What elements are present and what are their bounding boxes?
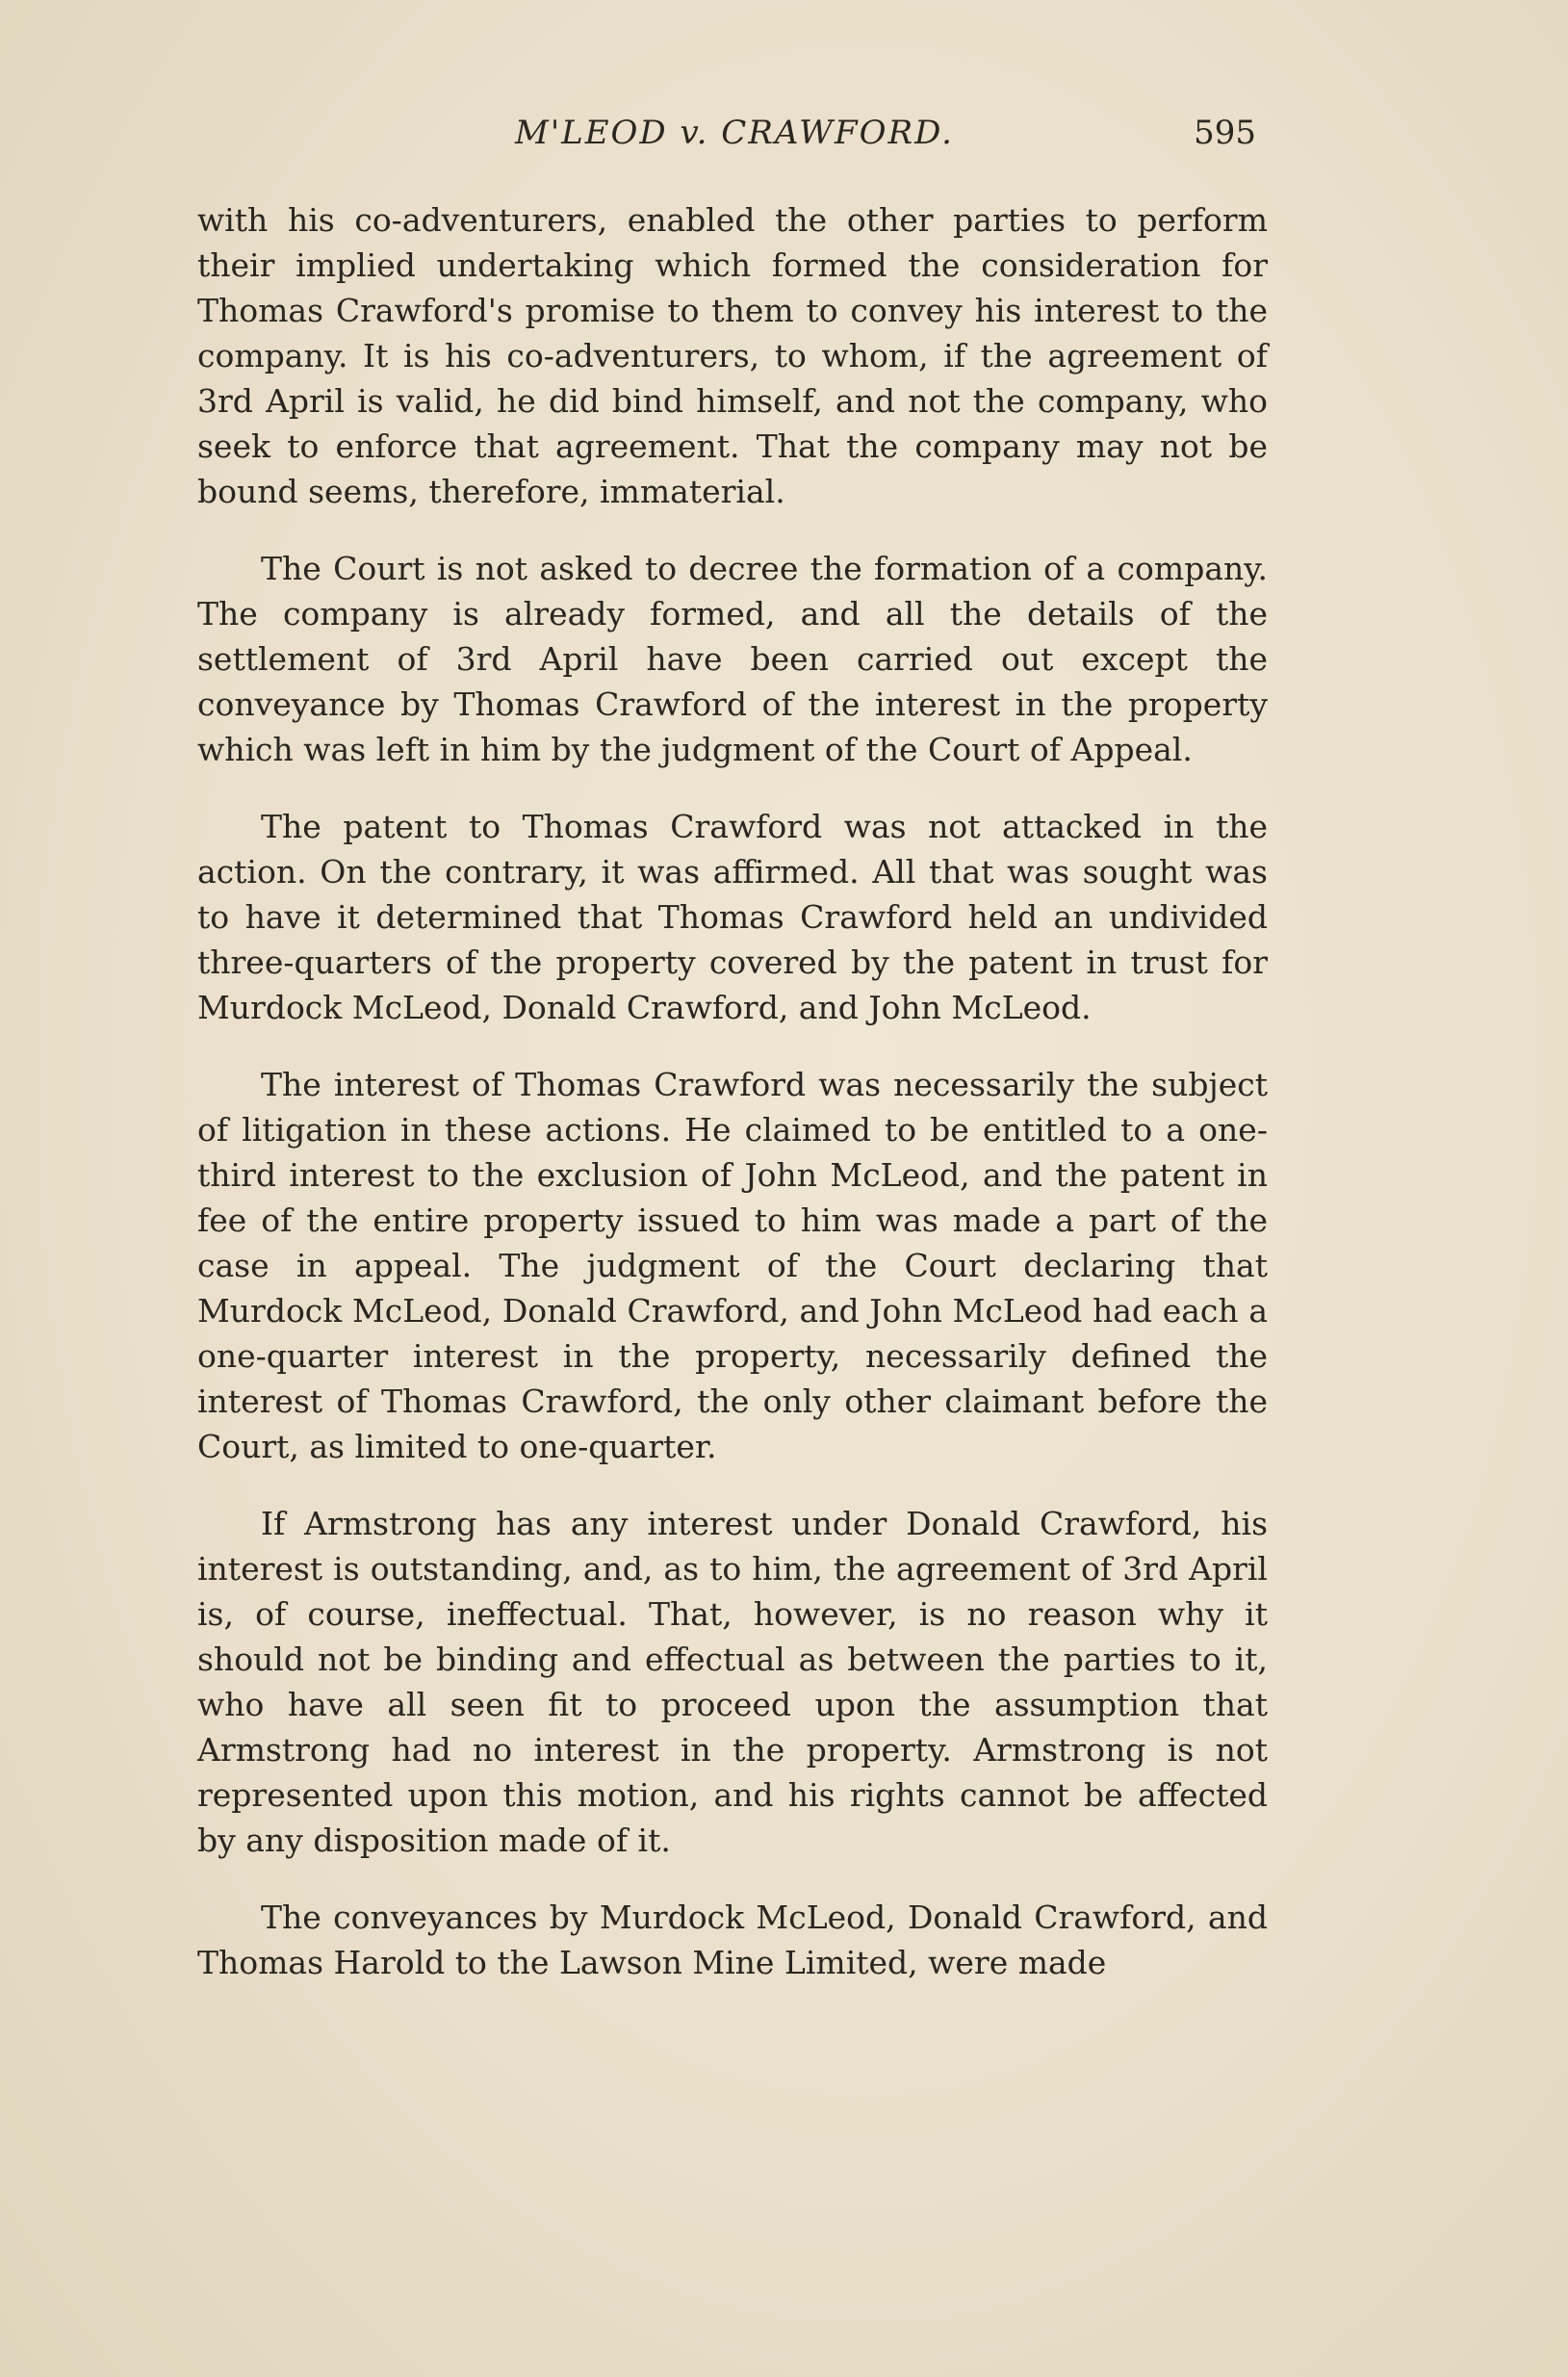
- paragraph: The conveyances by Murdock McLeod, Donald Crawford, and Thomas Harold to the Lawson Mine Limited, were made: [197, 1899, 1268, 1981]
- paragraph: The patent to Thomas Crawford was not attacked in the action. On the contrary, it was affirmed. All that was sought was to have it determined that Thomas Crawford held an undivided three-quarters of the property covered by the patent in trust for Murdock McLeod, Donald Crawford, and John McLeod.: [197, 808, 1268, 1026]
- page-header: [197, 114, 1256, 162]
- page-number: 595: [1194, 114, 1256, 152]
- paragraph: If Armstrong has any interest under Donald Crawford, his interest is outstanding, and, as to him, the agreement of 3rd April is, of course, ineffectual. That, however, is no reason why it should not be binding and effectual as between the parties to it, who have all seen fit to proceed upon the assumption that Armstrong had no interest in the property. Armstrong is not represented upon this motion, and his rights cannot be affected by any disposition made of it.: [197, 1505, 1268, 1859]
- paragraph: The interest of Thomas Crawford was necessarily the subject of litigation in these actions. He claimed to be entitled to a one-third interest to the exclusion of John McLeod, and the patent in fee of the entire property issued to him was made a part of the case in appeal. The judgment of the Court declaring that Murdock McLeod, Donald Crawford, and John McLeod had each a one-quarter interest in the property, necessarily defined the interest of Thomas Crawford, the only other claimant before the Court, as limited to one-quarter.: [197, 1066, 1268, 1465]
- body-text: [197, 197, 1268, 1985]
- paragraph: The Court is not asked to decree the formation of a company. The company is already formed, and all the details of the settlement of 3rd April have been carried out except the conveyance by Thomas Crawford of the interest in the property which was left in him by the judgment of the Court of Appeal.: [197, 550, 1268, 768]
- paragraph: with his co-adventurers, enabled the other parties to perform their implied undertaking which formed the consideration for Thomas Crawford's promise to them to convey his interest to the company. It is his co-adventurers, to whom, if the agreement of 3rd April is valid, he did bind himself, and not the company, who seek to enforce that agreement. That the company may not be bound seems, therefore, immaterial.: [197, 201, 1268, 510]
- running-title: M'LEOD v. CRAWFORD.: [515, 114, 954, 152]
